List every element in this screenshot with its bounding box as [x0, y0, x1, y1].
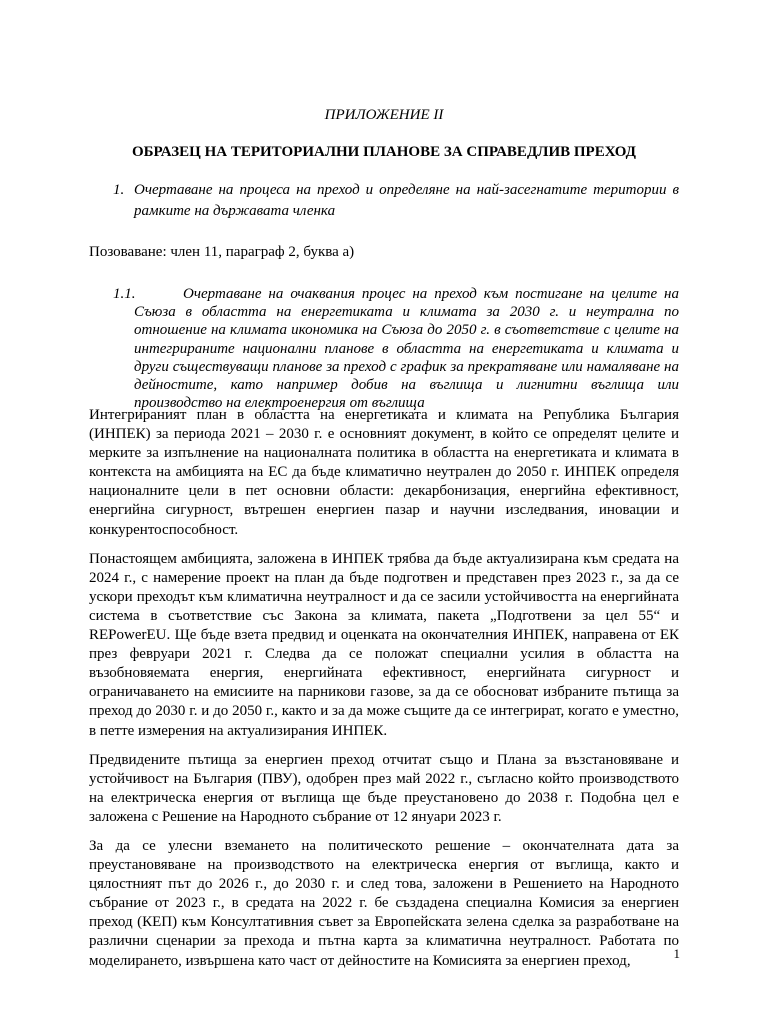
body-text	[89, 406, 679, 981]
section-heading	[113, 180, 679, 222]
paragraph: Интегрираният план в областта на енергетиката и климата на Република България (ИНПЕК) за периода 2021 – 2030 г. е основният документ, в който се определят целите и мерките за изпълнение на националната политика в областта на енергетиката и климата в контекста на амбицията на ЕС да бъде климатично неутрален до 2050 г. ИНПЕК определя националните цели в пет основни области: декарбонизация, енергийна ефективност, енергийна сигурност, вътрешен енергиен пазар и научни изследвания, иновации и конкурентоспособност.	[89, 407, 679, 538]
section-heading-text: Очертаване на процеса на преход и определяне на най-засегнатите територии в рамките на държавата членка	[134, 182, 679, 219]
annex-title: ПРИЛОЖЕНИЕ II	[324, 107, 444, 123]
section-number: 1.	[113, 182, 125, 198]
document-title: ОБРАЗЕЦ НА ТЕРИТОРИАЛНИ ПЛАНОВЕ ЗА СПРАВЕДЛИВ ПРЕХОД	[131, 144, 637, 160]
paragraph: Понастоящем амбицията, заложена в ИНПЕК трябва да бъде актуализирана към средата на 2024 г., с намерение проект на план да бъде подготвен и представен през 2023 г., за да се ускори преходът към климатична неутралност и да се засили устойчивостта на енергийната система в съответствие със Закона за климата, пакета „Подготвени за цел 55“ и REPowerEU. Ще бъде взета предвид и оценката на окончателния ИНПЕК, направена от ЕК през февруари 2021 г. Следва да се положат специални усилия в областта на възобновяемата енергия, енергийната ефективност, енергийната сигурност и ограничаването на емисиите на парникови газове, за да се обоснoват избраните пътища за преход до 2030 г. и до 2050 г., както и за да може същите да се интегрират, когато е уместно, в петте измерения на актуализирания ИНПЕК.	[89, 550, 679, 739]
paragraph: Предвидените пътища за енергиен преход отчитат също и Плана за възстановяване и устойчивост на България (ПВУ), одобрен през май 2022 г., съгласно който производството на електрическа енергия от въглища ще бъде преустановено до 2038 г. Подобна цел е заложена с Решение на Народното събрание от 12 януари 2023 г.	[89, 751, 679, 825]
subsection-heading-text: Очертаване на очаквания процес на преход към постигане на целите на Съюза в областта на енергетиката и климата за 2030 г. и неутрална по отношение на климата икономика на Съюза до 2050 г. в съответствие с целите на интегрираните национални планове в областта на енергетиката и климата и други съществуващи планове за преход с график за прекратяване или намаляване на дейностите, като например добив на въглища и лигнитни въглища или производство на електроенергия от въглища	[134, 286, 679, 412]
page-number: 1	[673, 946, 680, 961]
subsection-heading	[113, 285, 679, 412]
paragraph: За да се улесни вземането на политическото решение – окончателната дата за преустановяване на производството на електрическа енергия от въглища, както и цялостният път до 2026 г., до 2030 г. и след това, заложени в Решението на Народното събрание от 2023 г., в средата на 2022 г. бе създадена специална Комисия за енергиен преход (КЕП) към Консултативния съвет за Европейската зелена сделка за разработване на различни сценарии за прехода и пътна карта за климатична неутралност. Работата по моделирането, извършена като част от дейностите на Комисията за енергиен преход,	[89, 837, 679, 969]
legal-reference: Позоваване: член 11, параграф 2, буква а)	[89, 244, 355, 260]
subsection-number: 1.1.	[113, 286, 136, 302]
